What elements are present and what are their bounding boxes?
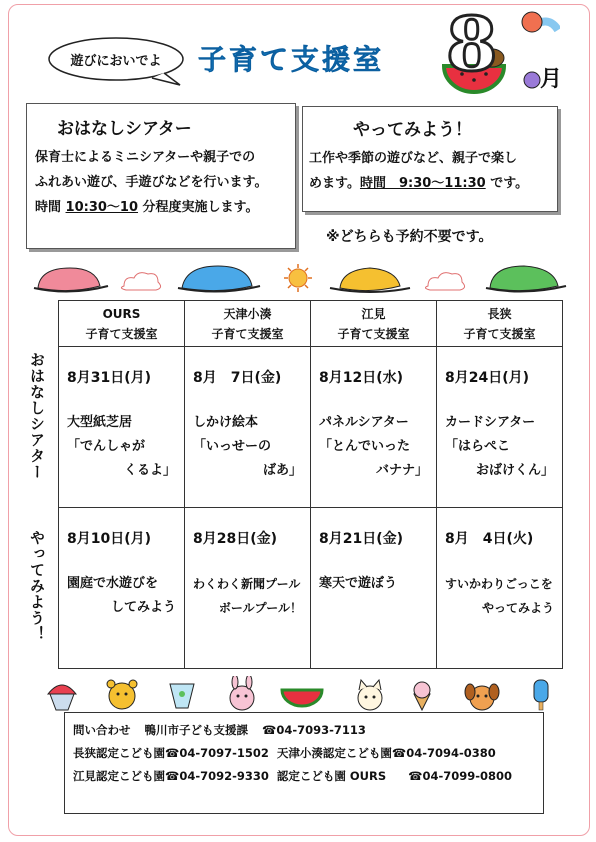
- schedule-cell: 8月24日(月) カードシアター 「はらぺこ おばけくん」: [437, 347, 563, 508]
- column-header: 天津小湊 子育て支援室: [185, 301, 311, 347]
- yellow-hat-icon: [330, 268, 410, 292]
- schedule-cell: 8月31日(月) 大型紙芝居 「でんしゃが くるよ」: [59, 347, 185, 508]
- row-label-ohanashi: おはなしシアター: [28, 352, 46, 480]
- shaved-ice-icon: [48, 685, 76, 710]
- blue-hat-icon: [178, 266, 260, 292]
- pink-hat-icon: [34, 268, 108, 292]
- yattemiyou-line1: 工作や季節の遊びなど、親子で楽し: [309, 151, 518, 166]
- drink-glass-icon: [170, 684, 194, 708]
- yattemiyou-heading: やってみよう！: [353, 120, 472, 140]
- ohanashi-line1: 保育士によるミニシアターや親子での: [35, 150, 256, 165]
- ohanashi-time: 時間 10:30～10 分程度実施します。: [35, 200, 259, 215]
- table-row: [59, 347, 563, 508]
- cloud-icon: [425, 273, 464, 290]
- ice-cream-icon: [414, 682, 430, 710]
- ohanashi-heading: おはなしシアター: [57, 119, 192, 139]
- popsicle-icon: [534, 680, 548, 710]
- contact-line: 江見認定こども園☎04-7092-9330 認定こども園 OURS ☎04-7099-0800: [73, 769, 513, 783]
- yattemiyou-box: [302, 106, 558, 212]
- month-unit: 月: [540, 67, 563, 92]
- rabbit-icon: [230, 676, 254, 710]
- ohanashi-theater-box: [26, 103, 296, 249]
- watermelon-icon: [282, 690, 322, 706]
- yattemiyou-line2: めます。時間 9:30～11:30 です。: [309, 176, 529, 191]
- schedule-table: [58, 300, 563, 669]
- schedule-cell: 8月 4日(火) すいかわりごっこを やってみよう: [437, 508, 563, 669]
- column-header: 長狭 子育て支援室: [437, 301, 563, 347]
- contact-line: 問い合わせ 鴨川市子ども支援課 ☎04-7093-7113: [73, 723, 366, 737]
- schedule-cell: 8月10日(月) 園庭で水遊びを してみよう: [59, 508, 185, 669]
- schedule-cell: 8月12日(水) パネルシアター 「とんでいった バナナ」: [311, 347, 437, 508]
- bear-icon: [107, 680, 137, 709]
- schedule-cell: 8月28日(金) わくわく新聞プール ボールプール！: [185, 508, 311, 669]
- contact-box: [64, 712, 544, 814]
- cat-icon: [358, 680, 382, 710]
- schedule-cell: 8月21日(金) 寒天で遊ぼう: [311, 508, 437, 669]
- ohanashi-line2: ふれあい遊び、手遊びなどを行います。: [35, 175, 268, 190]
- row-label-yattemiyou: やってみよう！: [28, 530, 46, 642]
- animals-decoration: [30, 676, 570, 712]
- bubble-text: 遊びにおいでよ: [70, 54, 162, 69]
- table-row: [59, 508, 563, 669]
- contact-line: 長狭認定こども園☎04-7097-1502 天津小湊認定こども園☎04-7094-0380: [73, 746, 496, 760]
- column-header: OURS 子育て支援室: [59, 301, 185, 347]
- page-title: 子育て支援室: [198, 43, 385, 76]
- hats-decoration: [30, 262, 570, 296]
- month-number: 8: [446, 2, 498, 88]
- schedule-cell: 8月 7日(金) しかけ絵本 「いっせーの ばあ」: [185, 347, 311, 508]
- cloud-icon: [121, 273, 160, 290]
- sun-icon: [284, 264, 312, 292]
- dog-icon: [465, 684, 499, 710]
- green-hat-icon: [486, 266, 566, 292]
- column-header: 江見 子育て支援室: [311, 301, 437, 347]
- table-header-row: [59, 301, 563, 347]
- no-reservation-note: ※どちらも予約不要です。: [326, 229, 493, 245]
